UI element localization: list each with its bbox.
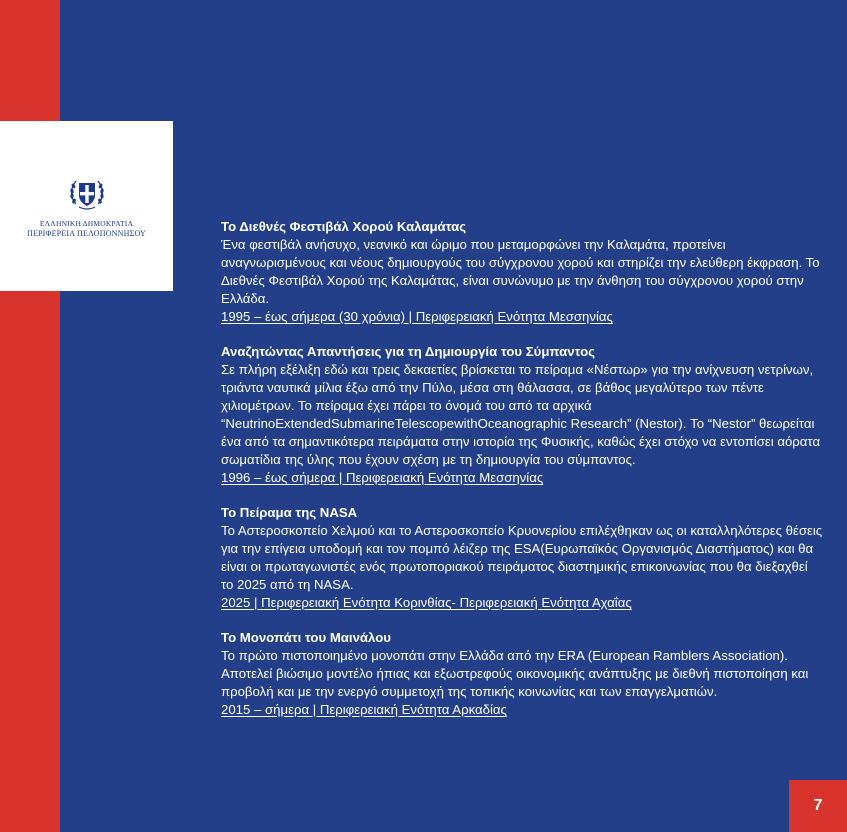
- section-title: Το Διεθνές Φεστιβάλ Χορού Καλαμάτας: [221, 219, 467, 234]
- section-text: Το Αστεροσκοπείο Χελμού και το Αστεροσκοπείο Κρυονερίου επιλέχθηκαν ως οι καταλληλότερες θέσεις για την επίγεια υποδομή και τον πομπό λέιζερ της ESA(Ευρωπαϊκός Οργανισμός Διαστήματος) και θα είναι οι πρωταγωνιστές ενός πρωτοποριακού πειράματος διαστημικής επικοινωνίας που θα διεξαχθεί το 2025 από τη NASA.: [221, 523, 823, 592]
- section-nestor-experiment: [221, 343, 823, 487]
- region-logo: [0, 121, 173, 291]
- logo-text-republic: ΕΛΛΗΝΙΚΗ ΔΗΜΟΚΡΑΤΙΑ: [39, 219, 134, 228]
- section-title: Αναζητώντας Απαντήσεις για τη Δημιουργία του Σύμπαντος: [221, 344, 596, 359]
- greek-coat-of-arms-icon: [67, 174, 107, 214]
- content-column: [221, 218, 823, 736]
- section-meta: 1995 – έως σήμερα (30 χρόνια) | Περιφερειακή Ενότητα Μεσσηνίας: [221, 309, 613, 324]
- section-text: Σε πλήρη εξέλιξη εδώ και τρεις δεκαετίες βρίσκεται το πείραμα «Νέστωρ» για την ανίχνευση νετρίνων, τριάντα ναυτικά μίλια έξω από την Πύλο, μέσα στη θάλασσα, σε βάθος μεγαλύτερο των πέντε χιλιομέτρων. Το πείραμα έχει πάρει το όνομά του από τα αρχικά “NeutrinoExtendedSubmarineTelescopewithOceanographic Research” (Nestor). Το “Nestor” θεωρείται ένα από τα σημαντικότερα πειράματα στην ιστορία της Φυσικής, καθώς έχει στόχο να εντοπίσει αόρατα σωματίδια της ύλης που έχουν σχέση με τη δημιουργία του σύμπαντος.: [221, 362, 821, 467]
- section-text: Ένα φεστιβάλ ανήσυχο, νεανικό και ώριμο που μεταμορφώνει την Καλαμάτα, προτείνει αναγνωρισμένους και νέους δημιουργούς του σύγχρονου χορού και στηρίζει την ελεύθερη έκφραση. Το Διεθνές Φεστιβάλ Χορού της Καλαμάτας, είναι συνώνυμο με την άνθηση του σύγχρονου χορού στην Ελλάδα.: [221, 237, 820, 306]
- section-mainalo-trail: [221, 629, 823, 719]
- section-text: Το πρώτο πιστοποιημένο μονοπάτι στην Ελλάδα από την ERA (European Ramblers Association). Αποτελεί βιώσιμο μοντέλο ήπιας και εξωστρεφούς οικονομικής ανάπτυξης με διεθνή πιστοποίηση και προβολή και με την ενεργό συμμετοχή της τοπικής κοινωνίας και των επαγγελματιών.: [221, 648, 809, 699]
- page-number: 7: [789, 780, 847, 832]
- section-meta: 2015 – σήμερα | Περιφερειακή Ενότητα Αρκαδίας: [221, 702, 507, 717]
- section-kalamata-dance-festival: [221, 218, 823, 326]
- logo-text-region: ΠΕΡΙΦΕΡΕΙΑ ΠΕΛΟΠΟΝΝΗΣΟΥ: [26, 229, 147, 238]
- section-title: Το Πείραμα της NASA: [221, 505, 358, 520]
- section-title: Το Μονοπάτι του Μαινάλου: [221, 630, 391, 645]
- section-meta: 1996 – έως σήμερα | Περιφερειακή Ενότητα Μεσσηνίας: [221, 470, 544, 485]
- section-meta: 2025 | Περιφερειακή Ενότητα Κορινθίας- Περιφερειακή Ενότητα Αχαΐας: [221, 595, 632, 610]
- section-nasa-experiment: [221, 504, 823, 612]
